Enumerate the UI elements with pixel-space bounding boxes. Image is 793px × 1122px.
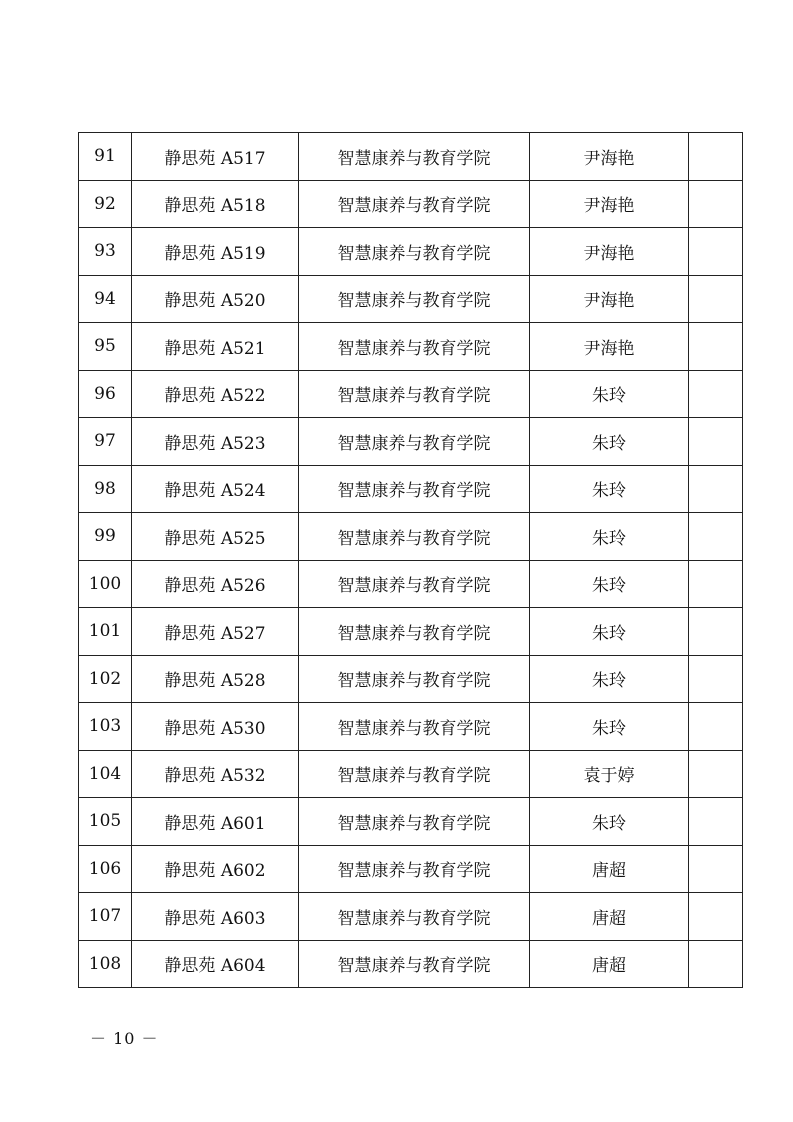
person-in-charge-cell: 尹海艳: [530, 323, 689, 371]
college-cell: 智慧康养与教育学院: [299, 370, 530, 418]
note-cell: [689, 228, 743, 276]
room-cell: 静思苑 A603: [132, 893, 299, 941]
room-cell: 静思苑 A520: [132, 275, 299, 323]
person-in-charge-cell: 朱玲: [530, 513, 689, 561]
row-number-cell: 101: [79, 608, 132, 656]
college-cell: 智慧康养与教育学院: [299, 845, 530, 893]
note-cell: [689, 465, 743, 513]
table-row: [79, 608, 743, 656]
row-number-cell: 93: [79, 228, 132, 276]
note-cell: [689, 608, 743, 656]
table-row: [79, 180, 743, 228]
note-cell: [689, 418, 743, 466]
person-in-charge-cell: 朱玲: [530, 370, 689, 418]
table-row: [79, 323, 743, 371]
note-cell: [689, 370, 743, 418]
page-number: － 10 －: [90, 1029, 159, 1048]
note-cell: [689, 323, 743, 371]
row-number-cell: 103: [79, 703, 132, 751]
note-cell: [689, 180, 743, 228]
row-number-cell: 106: [79, 845, 132, 893]
table-row: [79, 560, 743, 608]
table-row: [79, 133, 743, 181]
room-cell: 静思苑 A522: [132, 370, 299, 418]
college-cell: 智慧康养与教育学院: [299, 275, 530, 323]
room-cell: 静思苑 A604: [132, 940, 299, 988]
table-row: [79, 845, 743, 893]
table-row: [79, 418, 743, 466]
row-number-cell: 102: [79, 655, 132, 703]
dormitory-table: [78, 132, 743, 988]
table-row: [79, 370, 743, 418]
table-row: [79, 750, 743, 798]
table-row: [79, 228, 743, 276]
row-number-cell: 91: [79, 133, 132, 181]
room-cell: 静思苑 A602: [132, 845, 299, 893]
room-cell: 静思苑 A523: [132, 418, 299, 466]
person-in-charge-cell: 尹海艳: [530, 180, 689, 228]
row-number-cell: 94: [79, 275, 132, 323]
table-row: [79, 275, 743, 323]
person-in-charge-cell: 唐超: [530, 893, 689, 941]
college-cell: 智慧康养与教育学院: [299, 133, 530, 181]
note-cell: [689, 275, 743, 323]
row-number-cell: 100: [79, 560, 132, 608]
table-row: [79, 703, 743, 751]
college-cell: 智慧康养与教育学院: [299, 893, 530, 941]
room-cell: 静思苑 A519: [132, 228, 299, 276]
room-cell: 静思苑 A530: [132, 703, 299, 751]
person-in-charge-cell: 朱玲: [530, 608, 689, 656]
person-in-charge-cell: 朱玲: [530, 703, 689, 751]
table-row: [79, 513, 743, 561]
room-cell: 静思苑 A532: [132, 750, 299, 798]
room-cell: 静思苑 A528: [132, 655, 299, 703]
person-in-charge-cell: 尹海艳: [530, 228, 689, 276]
table-body: [79, 133, 743, 988]
person-in-charge-cell: 唐超: [530, 940, 689, 988]
note-cell: [689, 560, 743, 608]
college-cell: 智慧康养与教育学院: [299, 465, 530, 513]
college-cell: 智慧康养与教育学院: [299, 560, 530, 608]
note-cell: [689, 940, 743, 988]
row-number-cell: 99: [79, 513, 132, 561]
room-cell: 静思苑 A518: [132, 180, 299, 228]
college-cell: 智慧康养与教育学院: [299, 750, 530, 798]
row-number-cell: 105: [79, 798, 132, 846]
room-cell: 静思苑 A527: [132, 608, 299, 656]
room-cell: 静思苑 A524: [132, 465, 299, 513]
row-number-cell: 92: [79, 180, 132, 228]
note-cell: [689, 133, 743, 181]
person-in-charge-cell: 袁于婷: [530, 750, 689, 798]
row-number-cell: 107: [79, 893, 132, 941]
college-cell: 智慧康养与教育学院: [299, 655, 530, 703]
row-number-cell: 98: [79, 465, 132, 513]
row-number-cell: 96: [79, 370, 132, 418]
room-cell: 静思苑 A526: [132, 560, 299, 608]
college-cell: 智慧康养与教育学院: [299, 940, 530, 988]
college-cell: 智慧康养与教育学院: [299, 608, 530, 656]
college-cell: 智慧康养与教育学院: [299, 703, 530, 751]
person-in-charge-cell: 朱玲: [530, 655, 689, 703]
row-number-cell: 97: [79, 418, 132, 466]
college-cell: 智慧康养与教育学院: [299, 323, 530, 371]
table-row: [79, 655, 743, 703]
note-cell: [689, 750, 743, 798]
college-cell: 智慧康养与教育学院: [299, 228, 530, 276]
note-cell: [689, 655, 743, 703]
row-number-cell: 108: [79, 940, 132, 988]
person-in-charge-cell: 朱玲: [530, 798, 689, 846]
table-row: [79, 893, 743, 941]
table-row: [79, 798, 743, 846]
person-in-charge-cell: 唐超: [530, 845, 689, 893]
person-in-charge-cell: 尹海艳: [530, 133, 689, 181]
note-cell: [689, 845, 743, 893]
college-cell: 智慧康养与教育学院: [299, 513, 530, 561]
room-cell: 静思苑 A517: [132, 133, 299, 181]
note-cell: [689, 703, 743, 751]
table-row: [79, 940, 743, 988]
note-cell: [689, 798, 743, 846]
room-cell: 静思苑 A525: [132, 513, 299, 561]
row-number-cell: 104: [79, 750, 132, 798]
table-row: [79, 465, 743, 513]
note-cell: [689, 513, 743, 561]
person-in-charge-cell: 朱玲: [530, 560, 689, 608]
college-cell: 智慧康养与教育学院: [299, 798, 530, 846]
person-in-charge-cell: 朱玲: [530, 418, 689, 466]
college-cell: 智慧康养与教育学院: [299, 418, 530, 466]
person-in-charge-cell: 尹海艳: [530, 275, 689, 323]
college-cell: 智慧康养与教育学院: [299, 180, 530, 228]
person-in-charge-cell: 朱玲: [530, 465, 689, 513]
room-cell: 静思苑 A601: [132, 798, 299, 846]
row-number-cell: 95: [79, 323, 132, 371]
note-cell: [689, 893, 743, 941]
room-cell: 静思苑 A521: [132, 323, 299, 371]
